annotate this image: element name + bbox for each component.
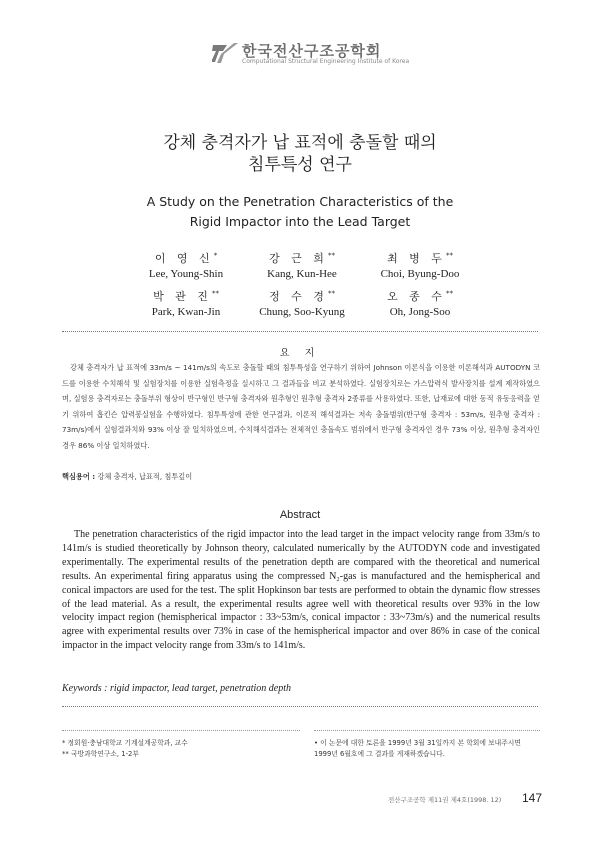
korean-abstract-heading: 요 지 xyxy=(279,348,321,359)
author-mark: ** xyxy=(211,289,219,298)
author-english-name: Chung, Soo-Kyung xyxy=(259,306,345,318)
author-korean-name: 최 병 두 xyxy=(387,252,446,265)
journal-citation: 전산구조공학 제11권 제4호(1998. 12) xyxy=(388,796,502,804)
author-english-name: Lee, Young-Shin xyxy=(148,268,224,280)
author-english-name: Choi, Byung-Doo xyxy=(380,268,460,280)
author-mark: * xyxy=(213,251,218,260)
section-divider xyxy=(62,706,538,707)
author-korean-name: 정 수 경 xyxy=(269,290,328,303)
author-korean-name: 이 영 신 xyxy=(154,252,214,265)
english-abstract-heading: Abstract xyxy=(279,509,321,521)
english-keywords-label: Keywords : xyxy=(62,683,108,694)
page-number: 147 xyxy=(522,791,543,805)
author-mark: ** xyxy=(327,289,335,298)
korean-title-line-1: 강체 충격자가 납 표적에 충돌할 때의 xyxy=(163,133,437,153)
english-keywords-text: rigid impactor, lead target, penetration depth xyxy=(109,683,291,694)
author-6 xyxy=(340,288,500,318)
society-subtitle: Computational Structural Engineering Institute of Korea xyxy=(242,58,410,65)
society-logo xyxy=(212,40,410,74)
english-abstract-body: The penetration characteristics of the rigid impactor into the lead target in the impact velocity range from 33m/s to 141m/s is studied theoretically by Johnson theory, calculated numerically by the AUTODYN code and investigated experimentally. The experimental results of the penetration depth are compared with the theoretical and numerical results. An experimental firing apparatus using the compressed N₂-gas is manufactured and the hemispherical and conical impactors are used for the test. The split Hopkinson bar tests are performed to obtain the dynamic flow stresses of the lead material. As a result, the experimental results agree well with theoretical results over 93% in the low velocity impact region (hemispherical impactor : 33~53m/s, conical impactor : 33~73m/s) and the numerical results agree with experimental results over 73% in case of the hemispherical impactor and over 86% in case of the conical impactor in the impact velocity range from 33m/s to 141m/s. xyxy=(62,529,540,652)
english-title-line-1: A Study on the Penetration Characteristics of the xyxy=(146,194,454,209)
footnote-divider xyxy=(314,730,540,731)
korean-title-line-2: 침투특성 연구 xyxy=(248,155,352,175)
section-divider xyxy=(62,331,538,332)
footnote-affiliation-2: ** 국방과학연구소, 1-2부 xyxy=(62,750,139,758)
author-korean-name: 강 근 희 xyxy=(269,252,328,265)
author-english-name: Kang, Kun-Hee xyxy=(267,268,337,280)
author-korean-name: 박 관 진 xyxy=(153,290,212,303)
korean-keywords-text: 강체 충격자, 납표적, 침투깊이 xyxy=(97,472,193,481)
english-keywords xyxy=(62,683,540,694)
author-english-name: Park, Kwan-Jin xyxy=(151,306,221,318)
society-logo-icon xyxy=(212,42,238,64)
society-name: 한국전산구조공학회 xyxy=(242,42,382,60)
author-mark: ** xyxy=(327,251,335,260)
affiliation-footnotes xyxy=(62,738,302,760)
korean-keywords-label: 핵심용어 : xyxy=(62,472,96,481)
korean-abstract-body: 강체 충격자가 납 표적에 33m/s ~ 141m/s의 속도로 충돌할 때의 침투특성을 연구하기 위하여 Johnson 이론식을 이용한 이론해석과 AUTODYN 코드를 이용한 수치해석 및 실험장치를 이용한 실험측정을 실시하고 그 결과들을 비교 분석하였다. 실험장치로는 가스압력식 발사장치를 설계 제작하였으며, 실험용 충격자로는 충돌부위 형상이 반구형인 반구형 충격자와 원추형인 원추형 충격자 2종류를 사용하였다. 또한, 납재료에 대한 동적 유동응력을 얻기 위하여 홉킨슨 압력봉실험을 수행하였다. 침투특성에 관한 연구결과, 이론적 해석결과는 저속 충돌범위(반구형 충격자 : 53m/s, 원추형 충격자 : 73m/s)에서 실험결과치와 93% 이상 잘 일치하였으며, 수치해석결과는 전체적인 충돌속도 범위에서 반구형 충격자인 경우 73% 이상, 원추형 충격자인 경우 86% 이상 일치하였다. xyxy=(62,363,540,450)
english-title-line-2: Rigid Impactor into the Lead Target xyxy=(189,214,411,229)
author-3 xyxy=(340,250,500,280)
author-korean-name: 오 종 수 xyxy=(387,290,446,303)
author-english-name: Oh, Jong-Soo xyxy=(389,306,451,318)
discussion-footnote: • 이 논문에 대한 토론을 1999년 3월 31일까지 본 학회에 보내주시면 1999년 6월호에 그 결과를 게재하겠습니다. xyxy=(314,739,521,758)
footnote-affiliation-1: * 정회원·충남대학교 기계설계공학과, 교수 xyxy=(62,739,188,747)
author-mark: ** xyxy=(445,289,453,298)
footnote-divider xyxy=(62,730,300,731)
author-mark: ** xyxy=(445,251,453,260)
korean-keywords xyxy=(62,472,540,482)
